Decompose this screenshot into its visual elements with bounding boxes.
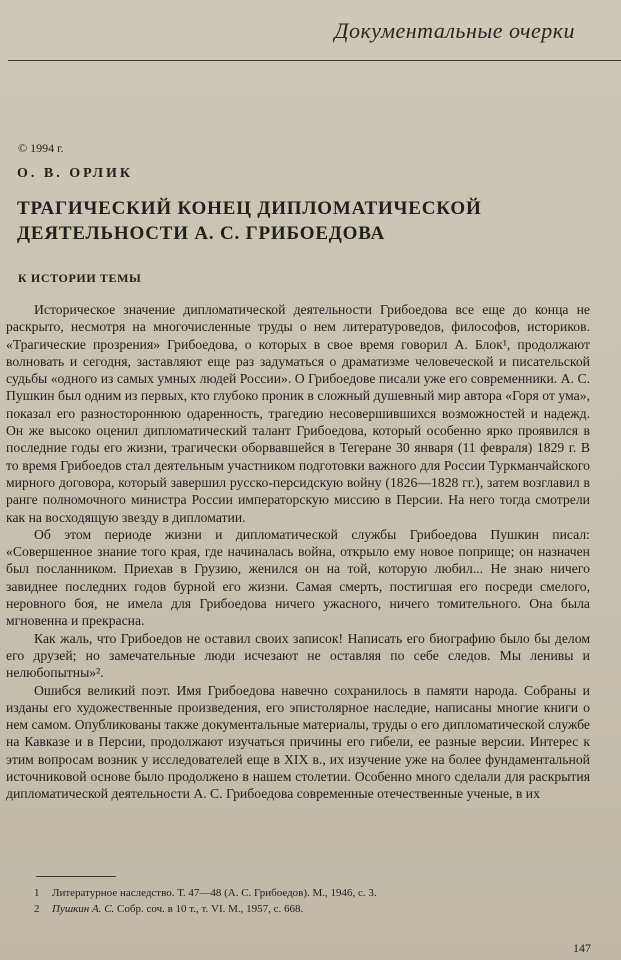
footnote-text: Собр. соч. в 10 т., т. VI. М., 1957, с. 668.: [114, 903, 304, 915]
header-rule: [8, 60, 621, 61]
body-paragraph: Как жаль, что Грибоедов не оставил своих записок! Написать его биографию было бы делом его друзей; но замечательные люди исчезают не оставляя по себе следов. Мы ленивы и нелюбопытны»².: [6, 630, 590, 681]
author-name: О. В. ОРЛИК: [17, 166, 134, 181]
page-number: 147: [573, 941, 591, 955]
body-paragraph: Ошибся великий поэт. Имя Грибоедова навечно сохранилось в памяти народа. Собраны и изданы его художественные произведения, его эпистолярное наследие, написаны многие книги о нем самом. Опубликованы также документальные материалы, труды о его дипломатической службе на Кавказе и в Персии, продолжают изучаться причины его гибели, ее разные версии. Интерес к этим вопросам возник у исследователей еще в XIX в., их изучение уже на более фундаментальной источниковой основе было продолжено в нашем столетии. Особенно много сделали для раскрытия дипломатической деятельности А. С. Грибоедова современные отечественные ученые, в их: [6, 682, 590, 802]
footnote-author: Пушкин А. С.: [52, 903, 115, 915]
footnote-number: 1: [34, 887, 40, 899]
article-body: [6, 301, 590, 803]
footnote: [34, 885, 594, 901]
footnote-rule: [36, 876, 116, 877]
footnote: [34, 901, 594, 917]
copyright-line: © 1994 г.: [18, 141, 64, 155]
body-paragraph: Историческое значение дипломатической деятельности Грибоедова все еще до конца не раскрыто, несмотря на многочисленные труды о нем литературоведов, философов, историков. «Трагические прозрения» Грибоедова, о которых в свое время говорил А. Блок¹, продолжают волновать и сегодня, заставляют еще раз задуматься о драматизме человеческой и писательской судьбы «одного из самых умных людей России». О Грибоедове писали уже его современники. А. С. Пушкин был одним из первых, кто глубоко проник в сложный душевный мир автора «Горя от ума», показал его разностороннюю одаренность, трагедию несовершившихся возможностей и надежд. Он же высоко оценил дипломатический талант Грибоедова, который особенно ярко проявился в последние годы его жизни, трагически оборвавшейся в Тегеране 30 января (11 февраля) 1829 г. В то время Грибоедов стал деятельным участником подготовки важного для России Туркманчайского мирного договора, который завершил русско-персидскую войну (1826—1828 гг.), затем возглавил в ранге полномочного министра России императорскую миссию в Персии. На него тогда смотрели как на восходящую звезду в дипломатии.: [6, 302, 590, 525]
section-subtitle: К ИСТОРИИ ТЕМЫ: [18, 271, 142, 285]
footnote-text: Литературное наследство. Т. 47—48 (А. С. Грибоедов). М., 1946, с. 3.: [52, 887, 377, 899]
article-title: ТРАГИЧЕСКИЙ КОНЕЦ ДИПЛОМАТИЧЕСКОЙ ДЕЯТЕЛЬНОСТИ А. С. ГРИБОЕДОВА: [17, 198, 482, 244]
body-paragraph: Об этом периоде жизни и дипломатической службы Грибоедова Пушкин писал: «Совершенное знание того края, где начиналась война, открыло ему новое поприще; он назначен был посланником. Приехав в Грузию, женился он на той, которую любил... Не знаю ничего завиднее последних годов бурной его жизни. Самая смерть, постигшая его посреди смелого, неровного боя, не имела для Грибоедова ничего ужасного, ничего томительного. Она была мгновенна и прекрасна.: [6, 526, 590, 629]
footnote-number: 2: [34, 903, 40, 915]
running-header: Документальные очерки: [334, 18, 575, 43]
footnotes: [34, 885, 594, 917]
